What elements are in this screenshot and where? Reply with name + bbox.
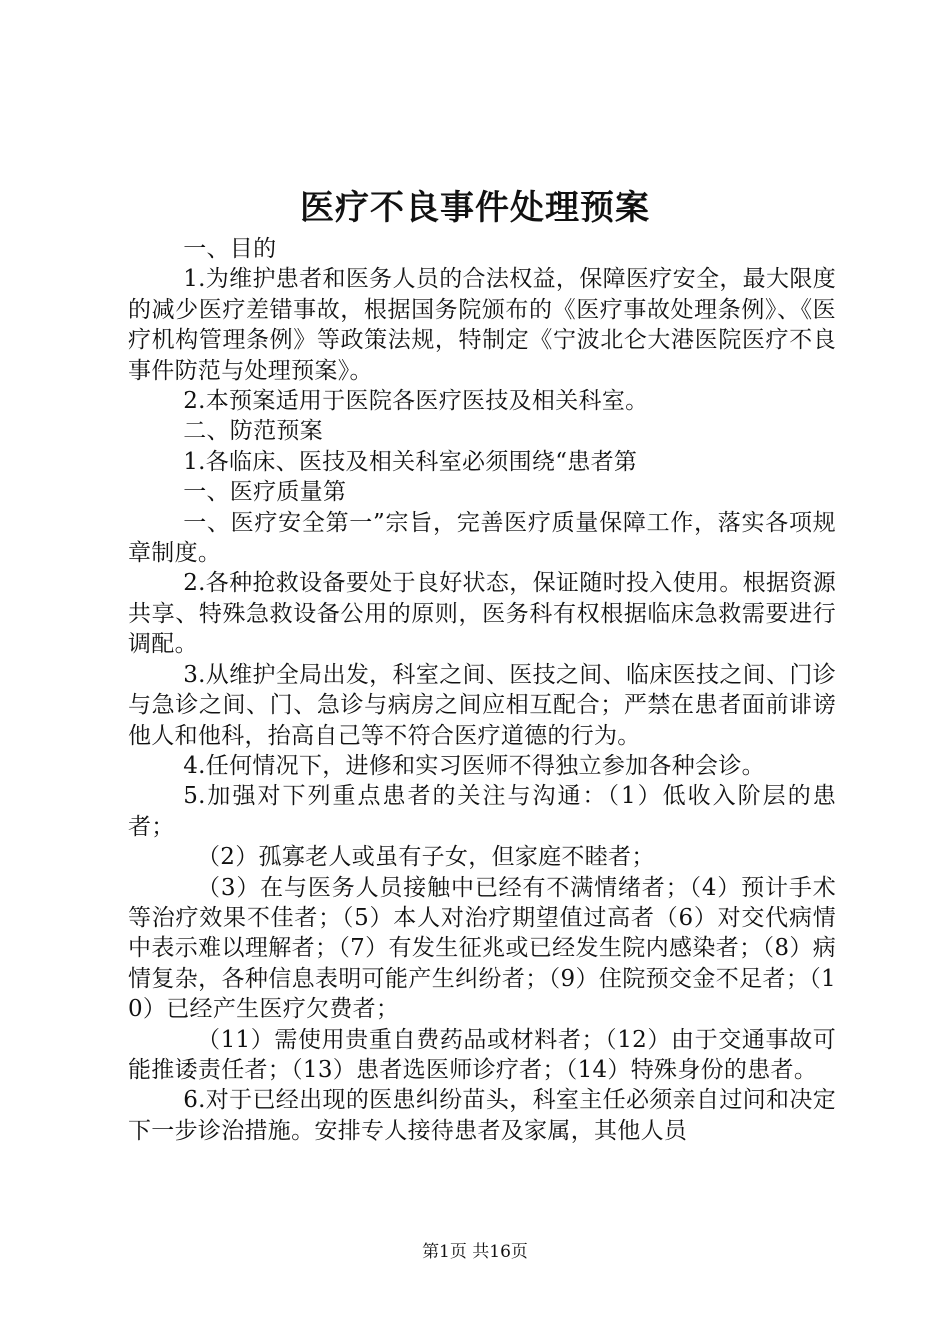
paragraph: 3.从维护全局出发，科室之间、医技之间、临床医技之间、门诊与急诊之间、门、急诊与病房之间应相互配合；严禁在患者面前诽谤他人和他科，抬高自己等不符合医疗道德的行为。 [128,661,836,749]
paragraph: 1.各临床、医技及相关科室必须围绕“患者第 [183,448,638,475]
paragraph: （11）需使用贵重自费药品或材料者；（12）由于交通事故可能推诿责任者；（13）患者选医师诊疗者；（14）特殊身份的患者。 [128,1026,836,1083]
paragraph: 4.任何情况下，进修和实习医师不得独立参加各种会诊。 [183,752,765,779]
page-number: 第1页 共16页 [422,1242,528,1262]
paragraph: 2.本预案适用于医院各医疗医技及相关科室。 [183,388,649,415]
document-title: 医疗不良事件处理预案 [300,188,650,228]
paragraph: 一、目的 [183,236,277,262]
paragraph: （2）孤寡老人或虽有子女，但家庭不睦者； [197,844,655,871]
paragraph: 2.各种抢救设备要处于良好状态，保证随时投入使用。根据资源共享、特殊急救设备公用的原则，医务科有权根据临床急救需要进行调配。 [128,570,836,658]
paragraph: （3）在与医务人员接触中已经有不满情绪者；（4）预计手术等治疗效果不佳者；（5）本人对治疗期望值过高者（6）对交代病情中表示难以理解者；（7）有发生征兆或已经发生院内感染者；（8）病情复杂，各种信息表明可能产生纠纷者；（9）住院预交金不足者；（10）已经产生医疗欠费者； [128,874,836,1023]
document-body [128,234,836,1146]
paragraph: 1.为维护患者和医务人员的合法权益，保障医疗安全，最大限度的减少医疗差错事故，根据国务院颁布的《医疗事故处理条例》、《医疗机构管理条例》等政策法规，特制定《宁波北仑大港医院医疗不良事件防范与处理预案》。 [128,266,836,384]
paragraph: 6.对于已经出现的医患纠纷苗头，科室主任必须亲自过问和决定下一步诊治措施。安排专人接待患者及家属，其他人员 [128,1087,836,1144]
paragraph: 一、医疗安全第一”宗旨，完善医疗质量保障工作，落实各项规章制度。 [128,509,836,567]
paragraph: 5.加强对下列重点患者的关注与沟通：（1）低收入阶层的患者； [128,783,836,840]
paragraph: 一、医疗质量第 [183,479,347,506]
paragraph: 二、防范预案 [183,418,323,445]
